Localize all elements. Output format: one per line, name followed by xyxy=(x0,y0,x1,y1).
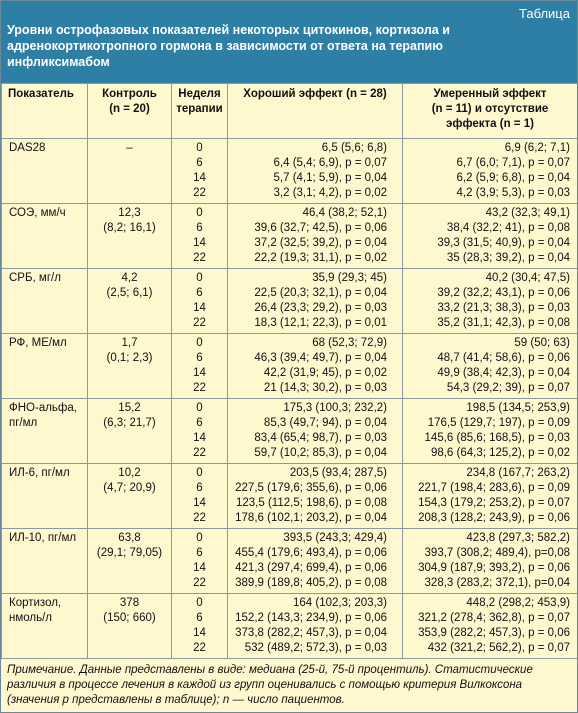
table-row xyxy=(2,139,578,204)
good-effect-cell-line: 59,7 (10,2; 85,3), p = 0,04 xyxy=(254,447,387,459)
moderate-effect-cell-line: 432 (321,2; 562,2), p = 0,07 xyxy=(427,642,570,654)
week-cell-line: 14 xyxy=(193,497,206,509)
good-effect-cell xyxy=(228,269,403,334)
week-cell xyxy=(172,529,228,594)
control-cell xyxy=(88,464,172,529)
week-cell-line: 22 xyxy=(193,642,206,654)
indicator-cell xyxy=(2,334,88,399)
column-header-control xyxy=(88,84,172,139)
control-cell-line: (29,1; 79,05) xyxy=(96,547,163,559)
good-effect-cell xyxy=(228,399,403,464)
table-row xyxy=(2,529,578,594)
week-cell-line: 14 xyxy=(193,367,206,379)
footnote-line: различия в процессе лечения в каждой из групп оценивались с помощью критерия Вилкоксона xyxy=(7,679,523,691)
moderate-effect-cell xyxy=(403,399,578,464)
control-cell xyxy=(88,334,172,399)
moderate-effect-cell-line: 59 (50; 63) xyxy=(514,337,570,349)
good-effect-cell xyxy=(228,139,403,204)
week-cell xyxy=(172,204,228,269)
moderate-effect-cell-line: 6,2 (5,9; 6,8), p = 0,04 xyxy=(456,172,570,184)
table-footnote xyxy=(1,658,577,712)
column-header-moderate-effect xyxy=(403,84,578,139)
moderate-effect-cell-line: 304,9 (187,9; 393,2), p = 0,06 xyxy=(418,562,570,574)
table-row xyxy=(2,204,578,269)
good-effect-cell xyxy=(228,464,403,529)
indicator-cell-line: Кортизол, xyxy=(9,597,62,609)
indicator-cell-line: нмоль/л xyxy=(9,612,53,624)
moderate-effect-cell-line: 221,7 (198,4; 283,6), p = 0,09 xyxy=(418,482,570,494)
footnote-line: (значения p представлены в таблице); n — число пациентов. xyxy=(7,694,345,706)
control-cell xyxy=(88,204,172,269)
column-header-line: Неделя xyxy=(178,88,221,100)
good-effect-cell-line: 164 (102,3; 203,3) xyxy=(293,597,387,609)
week-cell-line: 0 xyxy=(196,337,203,349)
table-title-line: инфликсимабом xyxy=(7,55,110,69)
moderate-effect-cell-line: 328,3 (283,2; 372,1), p=0,04 xyxy=(424,577,570,589)
column-header-line: Хороший эффект (n = 28) xyxy=(243,88,387,100)
week-cell-line: 22 xyxy=(193,187,206,199)
week-cell-line: 6 xyxy=(196,222,203,234)
moderate-effect-cell-line: 38,4 (32,2; 41), p = 0,08 xyxy=(446,222,570,234)
good-effect-cell-line: 83,4 (65,4; 98,7), p = 0,03 xyxy=(254,432,387,444)
moderate-effect-cell-line: 43,2 (32,3; 49,1) xyxy=(485,207,570,219)
week-cell-line: 22 xyxy=(193,317,206,329)
moderate-effect-cell-line: 35,2 (31,1; 42,3), p = 0,08 xyxy=(437,317,570,329)
good-effect-cell-line: 532 (489,2; 572,3), p = 0,03 xyxy=(244,642,387,654)
control-cell-line: (2,5; 6,1) xyxy=(106,287,153,299)
indicator-cell-line: ИЛ-10, пг/мл xyxy=(9,532,77,544)
good-effect-cell-line: 3,2 (3,1; 4,2), p = 0,02 xyxy=(273,187,387,199)
control-cell-line: (150; 660) xyxy=(103,612,156,624)
week-cell-line: 0 xyxy=(196,597,203,609)
good-effect-cell-line: 123,5 (112,5; 198,6), p = 0,08 xyxy=(236,497,387,509)
moderate-effect-cell xyxy=(403,334,578,399)
moderate-effect-cell-line: 208,3 (128,2; 243,9), p = 0,06 xyxy=(418,512,570,524)
data-table xyxy=(1,83,578,659)
control-cell-line: 10,2 xyxy=(118,467,141,479)
control-cell xyxy=(88,139,172,204)
control-cell-line: 1,7 xyxy=(121,337,138,349)
moderate-effect-cell-line: 54,3 (29,2; 39), p = 0,07 xyxy=(446,382,570,394)
good-effect-cell-line: 152,2 (143,3; 234,9), p = 0,06 xyxy=(235,612,387,624)
moderate-effect-cell-line: 145,6 (85,6; 168,5), p = 0,03 xyxy=(424,432,570,444)
week-cell-line: 0 xyxy=(196,272,203,284)
week-cell xyxy=(172,334,228,399)
good-effect-cell-line: 37,2 (32,5; 39,2), p = 0,04 xyxy=(254,237,387,249)
good-effect-cell-line: 22,5 (20,3; 32,1), p = 0,04 xyxy=(254,287,387,299)
moderate-effect-cell-line: 40,2 (30,4; 47,5) xyxy=(485,272,570,284)
indicator-cell-line: DAS28 xyxy=(9,142,46,154)
control-cell-line: (0,1; 2,3) xyxy=(106,352,153,364)
moderate-effect-cell xyxy=(403,594,578,659)
good-effect-cell xyxy=(228,204,403,269)
good-effect-cell-line: 6,5 (5,6; 6,8) xyxy=(321,142,387,154)
indicator-cell-line: СОЭ, мм/ч xyxy=(9,207,66,219)
indicator-cell-line: СРБ, мг/л xyxy=(9,272,61,284)
table-tag: Таблица xyxy=(519,6,570,21)
indicator-cell xyxy=(2,399,88,464)
moderate-effect-cell xyxy=(403,204,578,269)
good-effect-cell xyxy=(228,594,403,659)
week-cell-line: 14 xyxy=(193,627,206,639)
moderate-effect-cell-line: 448,2 (298,2; 453,9) xyxy=(466,597,570,609)
moderate-effect-cell-line: 33,2 (21,3; 38,3), p = 0,03 xyxy=(437,302,570,314)
control-cell xyxy=(88,269,172,334)
control-cell-line: 63,8 xyxy=(118,532,141,544)
week-cell-line: 22 xyxy=(193,577,206,589)
good-effect-cell-line: 6,4 (5,4; 6,9), p = 0,07 xyxy=(273,157,387,169)
table-row xyxy=(2,334,578,399)
control-cell-line: 15,2 xyxy=(118,402,141,414)
footnote-line: Примечание. Данные представлены в виде: медиана (25-й, 75-й процентиль). Статистические xyxy=(7,664,533,676)
moderate-effect-cell-line: 48,7 (41,4; 58,6), p = 0,06 xyxy=(437,352,570,364)
good-effect-cell-line: 22,2 (19,3; 31,1), p = 0,02 xyxy=(254,252,387,264)
week-cell xyxy=(172,464,228,529)
indicator-cell xyxy=(2,594,88,659)
control-cell-line: (8,2; 16,1) xyxy=(103,222,156,234)
good-effect-cell-line: 389,9 (189,8; 405,2), p = 0,08 xyxy=(235,577,387,589)
good-effect-cell-line: 5,7 (4,1; 5,9), p = 0,04 xyxy=(273,172,387,184)
moderate-effect-cell xyxy=(403,269,578,334)
good-effect-cell-line: 373,8 (282,2; 457,3), p = 0,04 xyxy=(235,627,387,639)
control-cell xyxy=(88,594,172,659)
control-cell-line: – xyxy=(126,142,133,154)
column-header-line: (n = 20) xyxy=(109,103,150,115)
good-effect-cell-line: 46,4 (38,2; 52,1) xyxy=(302,207,387,219)
moderate-effect-cell-line: 321,2 (278,4; 362,8), p = 0,07 xyxy=(418,612,570,624)
indicator-cell-line: РФ, МЕ/мл xyxy=(9,337,67,349)
moderate-effect-cell xyxy=(403,464,578,529)
moderate-effect-cell-line: 393,7 (308,2; 489,4), p=0,08 xyxy=(424,547,570,559)
moderate-effect-cell-line: 49,9 (38,4; 42,3), p = 0,04 xyxy=(437,367,570,379)
good-effect-cell-line: 393,5 (243,3; 429,4) xyxy=(283,532,387,544)
week-cell xyxy=(172,399,228,464)
good-effect-cell-line: 227,5 (179,6; 355,6), p = 0,06 xyxy=(235,482,387,494)
moderate-effect-cell-line: 176,5 (129,7; 197), p = 0,09 xyxy=(427,417,570,429)
week-cell-line: 22 xyxy=(193,512,206,524)
week-cell xyxy=(172,594,228,659)
indicator-cell xyxy=(2,269,88,334)
week-cell-line: 14 xyxy=(193,432,206,444)
week-cell-line: 22 xyxy=(193,382,206,394)
week-cell xyxy=(172,269,228,334)
moderate-effect-cell xyxy=(403,529,578,594)
week-cell-line: 0 xyxy=(196,467,203,479)
table-row xyxy=(2,399,578,464)
week-cell-line: 14 xyxy=(193,237,206,249)
week-cell-line: 0 xyxy=(196,402,203,414)
column-header-line: эффекта (n = 1) xyxy=(446,118,534,130)
column-header-line: (n = 11) и отсутствие xyxy=(431,103,549,115)
moderate-effect-cell-line: 234,8 (167,7; 263,2) xyxy=(466,467,570,479)
week-cell-line: 14 xyxy=(193,562,206,574)
week-cell-line: 14 xyxy=(193,302,206,314)
control-cell-line: 12,3 xyxy=(118,207,141,219)
good-effect-cell-line: 85,3 (49,7; 94), p = 0,04 xyxy=(263,417,387,429)
week-cell-line: 0 xyxy=(196,207,203,219)
week-cell-line: 6 xyxy=(196,352,203,364)
indicator-cell xyxy=(2,139,88,204)
good-effect-cell-line: 35,9 (29,3; 45) xyxy=(312,272,387,284)
week-cell-line: 6 xyxy=(196,157,203,169)
table-title-line: Уровни острофазовых показателей некоторых цитокинов, кортизола и xyxy=(7,23,450,37)
week-cell-line: 14 xyxy=(193,172,206,184)
indicator-cell xyxy=(2,464,88,529)
moderate-effect-cell-line: 98,6 (64,3; 125,2), p = 0,02 xyxy=(430,447,570,459)
control-cell-line: (6,3; 21,7) xyxy=(103,417,156,429)
week-cell xyxy=(172,139,228,204)
week-cell-line: 0 xyxy=(196,532,203,544)
week-cell-line: 22 xyxy=(193,252,206,264)
indicator-cell-line: ФНО-альфа, xyxy=(9,402,77,414)
control-cell xyxy=(88,399,172,464)
moderate-effect-cell-line: 198,5 (134,5; 253,9) xyxy=(466,402,570,414)
good-effect-cell-line: 421,3 (297,4; 699,4), p = 0,06 xyxy=(235,562,387,574)
indicator-cell xyxy=(2,529,88,594)
week-cell-line: 22 xyxy=(193,447,206,459)
good-effect-cell-line: 175,3 (100,3; 232,2) xyxy=(283,402,387,414)
good-effect-cell-line: 21 (14,3; 30,2), p = 0,03 xyxy=(263,382,387,394)
good-effect-cell-line: 455,4 (179,6; 493,4), p = 0,06 xyxy=(235,547,387,559)
column-header-week xyxy=(172,84,228,139)
column-header-good-effect xyxy=(228,84,403,139)
week-cell-line: 0 xyxy=(196,142,203,154)
table-row xyxy=(2,464,578,529)
moderate-effect-cell-line: 423,8 (297,3; 582,2) xyxy=(466,532,570,544)
indicator-cell-line: пг/мл xyxy=(9,417,38,429)
column-header-row xyxy=(2,84,578,139)
control-cell-line: (4,7; 20,9) xyxy=(103,482,156,494)
table-row xyxy=(2,594,578,659)
good-effect-cell-line: 42,2 (31,9; 45), p = 0,02 xyxy=(263,367,387,379)
good-effect-cell-line: 18,3 (12,1; 22,3), p = 0,01 xyxy=(254,317,387,329)
good-effect-cell xyxy=(228,334,403,399)
week-cell-line: 6 xyxy=(196,547,203,559)
table-title xyxy=(7,22,547,70)
week-cell-line: 6 xyxy=(196,287,203,299)
good-effect-cell-line: 46,3 (39,4; 49,7), p = 0,04 xyxy=(254,352,387,364)
good-effect-cell-line: 203,5 (93,4; 287,5) xyxy=(289,467,387,479)
moderate-effect-cell-line: 35 (28,3; 39,2), p = 0,04 xyxy=(446,252,570,264)
column-header-line: Умеренный эффект xyxy=(433,88,547,100)
control-cell-line: 4,2 xyxy=(121,272,138,284)
indicator-cell-line: ИЛ-6, пг/мл xyxy=(9,467,70,479)
table-row xyxy=(2,269,578,334)
moderate-effect-cell-line: 6,9 (6,2; 7,1) xyxy=(504,142,570,154)
moderate-effect-cell-line: 39,2 (32,2; 43,1), p = 0,06 xyxy=(437,287,570,299)
column-header-indicator xyxy=(2,84,88,139)
moderate-effect-cell-line: 39,3 (31,5; 40,9), p = 0,04 xyxy=(437,237,570,249)
week-cell-line: 6 xyxy=(196,612,203,624)
moderate-effect-cell-line: 6,7 (6,0; 7,1), p = 0,07 xyxy=(456,157,570,169)
column-header-line: Показатель xyxy=(8,88,74,100)
table-body xyxy=(2,139,578,659)
moderate-effect-cell xyxy=(403,139,578,204)
good-effect-cell-line: 178,6 (102,1; 203,2), p = 0,04 xyxy=(235,512,387,524)
good-effect-cell-line: 26,4 (23,3; 29,2), p = 0,03 xyxy=(254,302,387,314)
column-header-line: Контроль xyxy=(102,88,157,100)
column-header-line: терапии xyxy=(176,103,223,115)
table-title-line: адренокортикотропного гормона в зависимости от ответа на терапию xyxy=(7,39,443,53)
week-cell-line: 6 xyxy=(196,417,203,429)
good-effect-cell-line: 68 (52,3; 72,9) xyxy=(312,337,387,349)
indicator-cell xyxy=(2,204,88,269)
control-cell-line: 378 xyxy=(119,597,140,609)
moderate-effect-cell-line: 154,3 (179,2; 253,2), p = 0,07 xyxy=(418,497,570,509)
week-cell-line: 6 xyxy=(196,482,203,494)
good-effect-cell xyxy=(228,529,403,594)
control-cell xyxy=(88,529,172,594)
table-header-banner xyxy=(1,1,577,83)
good-effect-cell-line: 39,6 (32,7; 42,5), p = 0,06 xyxy=(254,222,387,234)
moderate-effect-cell-line: 4,2 (3,9; 5,3), p = 0,03 xyxy=(456,187,570,199)
moderate-effect-cell-line: 353,9 (282,2; 457,3), p = 0,06 xyxy=(418,627,570,639)
